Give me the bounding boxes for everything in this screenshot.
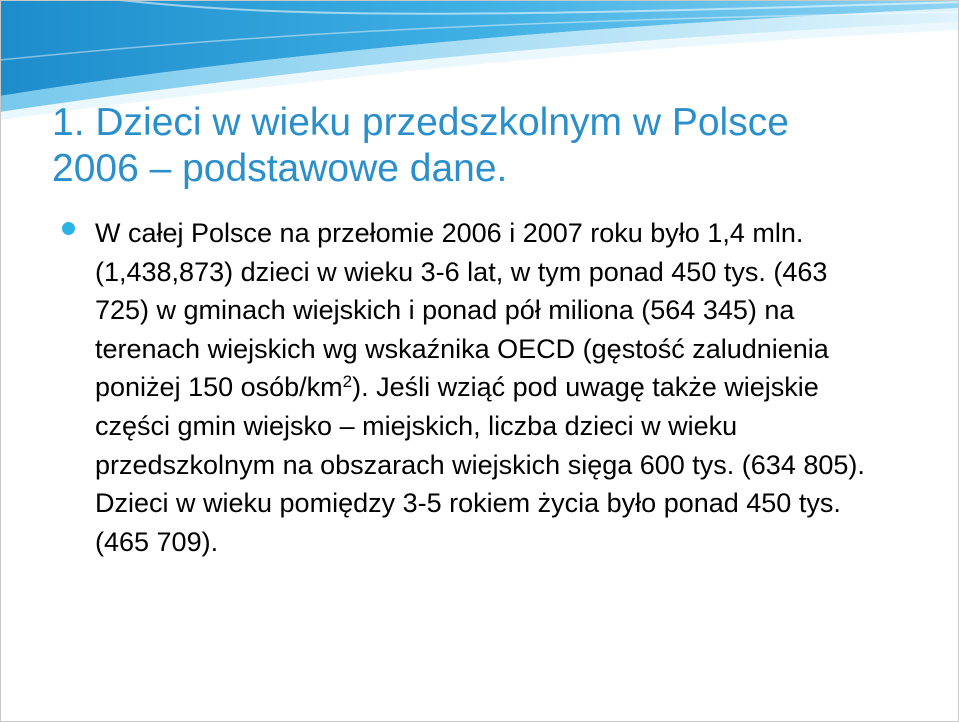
- paragraph-text-part-1: W całej Polsce na przełomie 2006 i 2007 roku było 1,4 mln. (1,438,873) dzieci w wieku 3-6 lat, w tym ponad 450 tys. (463 725) w gminach wiejskich i ponad pół miliona (564 345) na terenach wiejskich wg wskaźnika OECD (gęstość zaludnienia poniżej 150 osób/km: [95, 218, 829, 403]
- superscript-2: 2: [342, 372, 353, 392]
- bullet-paragraph: [95, 214, 885, 561]
- slide-title-line-1: 1. Dzieci w wieku przedszkolnym w Polsce: [52, 101, 789, 144]
- slide-title: [52, 100, 932, 192]
- paragraph-text-part-2: ). Jeśli wziąć pod uwagę także wiejskie części gmin wiejsko – miejskich, liczba dzieci w wieku przedszkolnym na obszarach wiejskich sięga 600 tys. (634 805). Dzieci w wieku pomiędzy 3-5 rokiem życia było ponad 450 tys. (465 709).: [95, 372, 865, 557]
- bullet-dot-icon: [62, 222, 75, 235]
- slide-title-line-2: 2006 – podstawowe dane.: [52, 147, 508, 190]
